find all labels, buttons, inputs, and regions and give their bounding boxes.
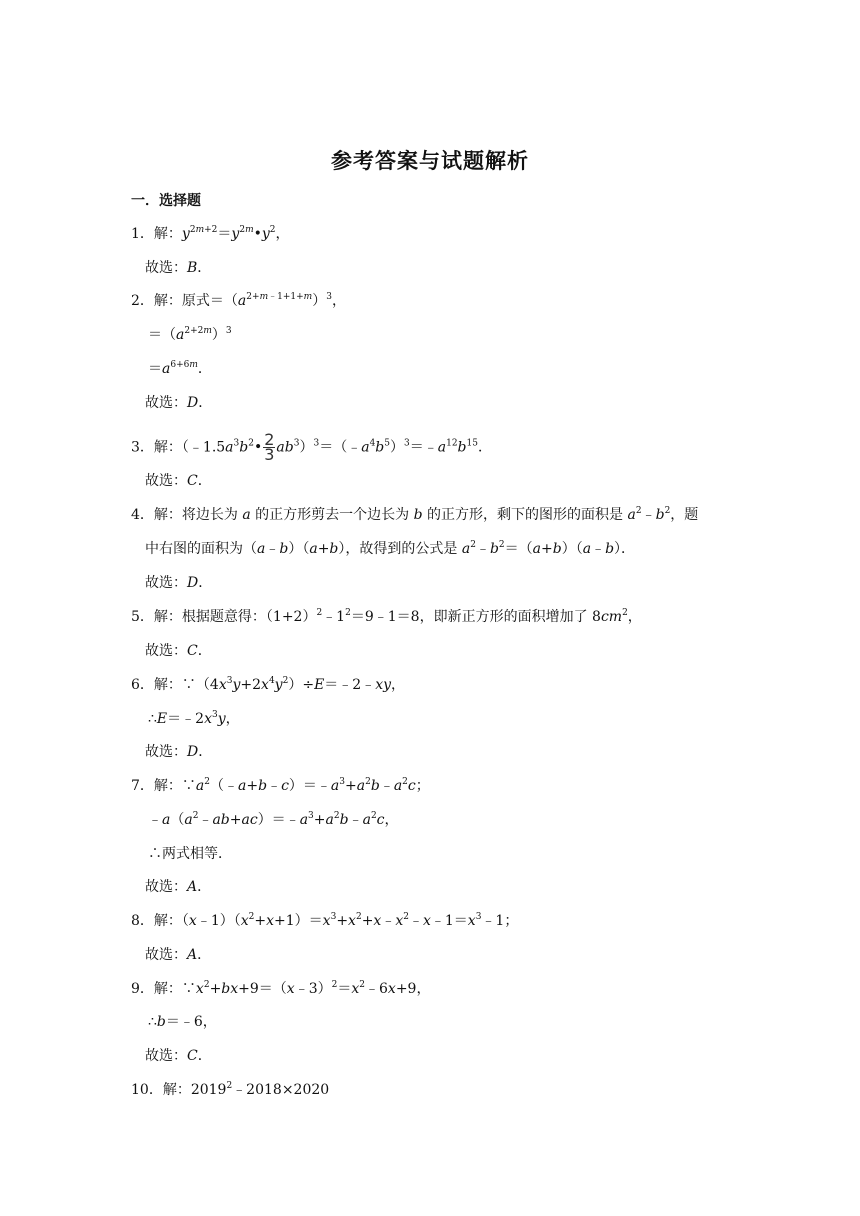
answer-line: 故选：C． bbox=[145, 1048, 212, 1064]
answer-line: ∴b＝﹣6， bbox=[148, 1014, 217, 1030]
answer-line: ∴两式相等． bbox=[148, 846, 232, 862]
answer-line: 故选：C． bbox=[145, 473, 212, 489]
answer-line: 8．解：$(x﹣1)(x^2+x+1)=x^3+x^2+x﹣x^2﹣x﹣1=x^3﹣1$； bbox=[131, 912, 519, 929]
answer-line: 中右图的面积为（a﹣b）（a+b），故得到的公式是 $a^2﹣b^2=(a+b)(a﹣b)$． bbox=[145, 540, 636, 557]
answer-line: 6．解：$\because(4x^3y+2x^4y^2)\div E=﹣2﹣xy$， bbox=[131, 676, 406, 693]
answer-line: $=a^{6+6m}$． bbox=[148, 360, 212, 377]
answer-line: 9．解：$\because x^2+bx+9=(x﹣3)^2=x^2﹣6x+9$， bbox=[131, 980, 431, 997]
answer-line: 4．解：将边长为 a 的正方形剪去一个边长为 b 的正方形，剩下的图形的面积是 $a^2﹣b^2$，题 bbox=[131, 506, 699, 523]
answer-line: 5．解：根据题意得：$(1+2)^2﹣1^2=9﹣1=8$，即新正方形的面积增加了 $8cm^2$， bbox=[131, 608, 642, 625]
answer-line: 1．解：$y^{2m+2}=y^{2m}•y^2$， bbox=[131, 225, 290, 242]
answer-line: 故选：D． bbox=[145, 395, 213, 411]
answer-line: 故选：C． bbox=[145, 643, 212, 659]
answer-line: $=(a^{2+2m})^3$ bbox=[148, 326, 232, 343]
answer-line: 故选：D． bbox=[145, 575, 213, 591]
answer-line: 故选：A． bbox=[145, 879, 212, 895]
page-title: 参考答案与试题解析 bbox=[331, 148, 529, 173]
answer-line: $\therefore E=﹣2x^3y$， bbox=[148, 710, 240, 727]
answer-line: $﹣a(a^2﹣ab+ac)=﹣a^3+a^2b﹣a^2c$， bbox=[148, 811, 399, 828]
answer-line: 2．解：原式$=(a^{2+m﹣1+1+m})^3$， bbox=[131, 292, 346, 309]
answer-line: 故选：A． bbox=[145, 947, 212, 963]
answer-line: 10．解：$2019^2﹣2018\times 2020$ bbox=[131, 1081, 330, 1098]
answer-line: 故选：B． bbox=[145, 260, 212, 276]
answer-line: 7．解：$\because a^2(﹣a+b﹣c)=﹣a^3+a^2b﹣a^2c$； bbox=[131, 777, 430, 794]
section-heading: 一．选择题 bbox=[131, 193, 201, 209]
answer-line: 3．解：（$﹣1.5a^3b^2•$ $\frac{2}{3}$ $ab^3)^3=(﹣a^4b^5)^3=﹣a^{12}b^{15}$． bbox=[131, 430, 492, 464]
answer-line: 故选：D． bbox=[145, 744, 213, 760]
